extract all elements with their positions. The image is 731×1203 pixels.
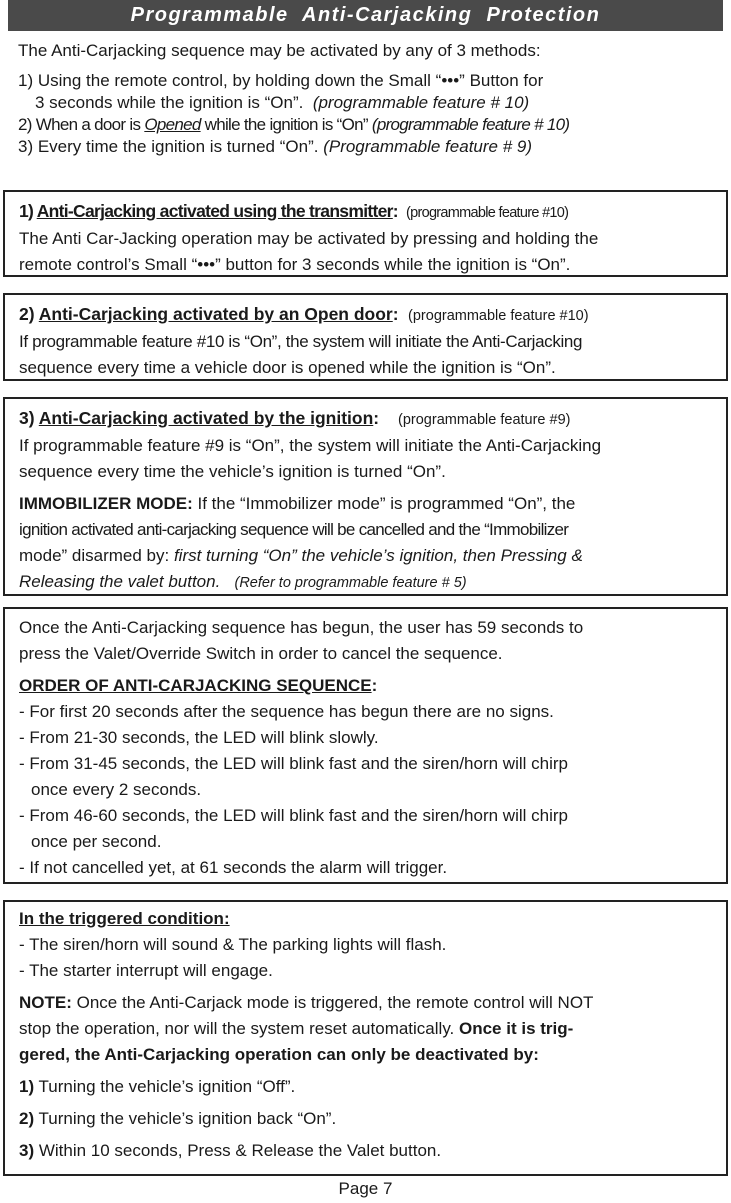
section-2-line-2: sequence every time a vehicle door is opened while the ignition is “On”. [19, 358, 556, 377]
deactivate-step-3 [19, 1138, 716, 1164]
deactivate-num-2: 2) [19, 1109, 35, 1128]
sequence-intro-2: press the Valet/Override Switch in order to cancel the sequence. [19, 644, 503, 663]
method-3-line [18, 136, 723, 158]
note-label: NOTE: [19, 993, 72, 1012]
method-2-text-b: while the ignition is “On” [200, 115, 372, 134]
deactivate-num-3: 3) [19, 1141, 35, 1160]
deactivate-num-1: 1) [19, 1077, 35, 1096]
section-2-heading: Anti-Carjacking activated by an Open door [38, 304, 393, 324]
section-3-feature: (programmable feature #9) [398, 412, 571, 428]
method-1-text: 3 seconds while the ignition is “On”. [35, 93, 304, 112]
section-3-heading-line [19, 405, 716, 433]
immobilizer-line-2: ignition activated anti-carjacking sequence will be cancelled and the “Immobilizer [19, 520, 569, 539]
note-text-2a: stop the operation, nor will the system reset automatically. [19, 1019, 459, 1038]
immobilizer-text-3a: mode” disarmed by: [19, 546, 174, 565]
page-title: Programmable Anti-Carjacking Protection [130, 4, 601, 26]
deactivate-text-1: Turning the vehicle’s ignition “Off”. [34, 1077, 296, 1096]
section-1-heading: Anti-Carjacking activated using the transmitter [36, 201, 393, 221]
section-1-num: 1) [19, 201, 37, 221]
intro-lead: The Anti-Carjacking sequence may be activated by any of 3 methods: [18, 41, 541, 60]
section-2-feature: (programmable feature #10) [408, 308, 589, 324]
deactivate-step-2 [19, 1106, 716, 1132]
method-1-feature: (programmable feature # 10) [312, 93, 530, 112]
section-1-feature: (programmable feature #10) [405, 205, 569, 221]
method-2-line [18, 114, 723, 136]
section-3-heading: Anti-Carjacking activated by the ignition [38, 408, 374, 428]
sequence-step-1: - For first 20 seconds after the sequence has begun there are no signs. [19, 702, 554, 721]
section-1-line-2: remote control’s Small “•••” button for 3 seconds while the ignition is “On”. [19, 255, 571, 274]
triggered-heading: In the triggered condition: [19, 909, 230, 928]
section-transmitter [3, 190, 728, 277]
section-sequence [3, 607, 728, 884]
triggered-item-2: - The starter interrupt will engage. [19, 961, 273, 980]
method-2-opened: Opened [144, 115, 201, 134]
section-open-door [3, 293, 728, 381]
section-3-line-2: sequence every time the vehicle’s ignition is turned “On”. [19, 462, 446, 481]
method-1-line-2 [18, 92, 723, 114]
order-colon: : [371, 676, 378, 695]
section-3-num: 3) [19, 408, 39, 428]
sequence-step-3a: - From 31-45 seconds, the LED will blink fast and the siren/horn will chirp [19, 754, 568, 773]
immobilizer-line-1 [19, 491, 716, 517]
section-1-heading-line [19, 198, 716, 226]
note-text-1: Once the Anti-Carjack mode is triggered, the remote control will NOT [71, 993, 594, 1012]
sequence-step-5: - If not cancelled yet, at 61 seconds the alarm will trigger. [19, 858, 448, 877]
note-line-1 [19, 990, 716, 1016]
section-3-colon: : [373, 408, 380, 428]
section-3-line-1: If programmable feature #9 is “On”, the system will initiate the Anti-Carjacking [19, 436, 602, 455]
method-2-text-a: 2) When a door is [18, 115, 145, 134]
section-2-colon: : [392, 304, 399, 324]
deactivate-step-1 [19, 1074, 716, 1100]
immobilizer-text-1: If the “Immobilizer mode” is programmed “On”, the [192, 494, 576, 513]
page-title-bar [8, 0, 723, 31]
immobilizer-line-3 [19, 543, 716, 569]
sequence-step-4b: once per second. [31, 832, 162, 851]
immobilizer-ref: (Refer to programmable feature # 5) [234, 575, 467, 591]
section-triggered [3, 900, 728, 1176]
page-number: Page 7 [338, 1179, 393, 1198]
section-ignition [3, 397, 728, 596]
section-2-line-1: If programmable feature #10 is “On”, the system will initiate the Anti-Carjacking [19, 332, 583, 351]
sequence-step-4a: - From 46-60 seconds, the LED will blink fast and the siren/horn will chirp [19, 806, 568, 825]
section-1-line-1: The Anti Car-Jacking operation may be activated by pressing and holding the [19, 229, 599, 248]
immobilizer-text-3b: first turning “On” the vehicle’s ignition, then Pressing & [173, 546, 583, 565]
deactivate-text-2: Turning the vehicle’s ignition back “On”. [34, 1109, 337, 1128]
method-2-feature: (programmable feature # 10) [371, 115, 570, 134]
method-1-line-1: 1) Using the remote control, by holding down the Small “•••” Button for [18, 71, 544, 90]
note-line-3: gered, the Anti-Carjacking operation can only be deactivated by: [19, 1045, 539, 1064]
immobilizer-text-4: Releasing the valet button. [19, 572, 221, 591]
order-heading: ORDER OF ANTI-CARJACKING SEQUENCE [19, 676, 372, 695]
triggered-item-1: - The siren/horn will sound & The parking lights will flash. [19, 935, 447, 954]
sequence-step-3b: once every 2 seconds. [31, 780, 202, 799]
method-3-feature: (Programmable feature # 9) [323, 137, 533, 156]
sequence-step-2: - From 21-30 seconds, the LED will blink slowly. [19, 728, 379, 747]
intro-block [18, 40, 723, 158]
order-heading-line [19, 673, 716, 699]
method-3-text: 3) Every time the ignition is turned “On”. [18, 137, 324, 156]
deactivate-text-3: Within 10 seconds, Press & Release the Valet button. [34, 1141, 442, 1160]
note-line-2 [19, 1016, 716, 1042]
section-1-colon: : [392, 201, 398, 221]
immobilizer-line-4 [19, 569, 716, 596]
immobilizer-label: IMMOBILIZER MODE: [19, 494, 193, 513]
sequence-intro-1: Once the Anti-Carjacking sequence has begun, the user has 59 seconds to [19, 618, 584, 637]
section-2-heading-line [19, 301, 716, 329]
note-text-2b: Once it is trig- [459, 1019, 574, 1038]
section-2-num: 2) [19, 304, 39, 324]
